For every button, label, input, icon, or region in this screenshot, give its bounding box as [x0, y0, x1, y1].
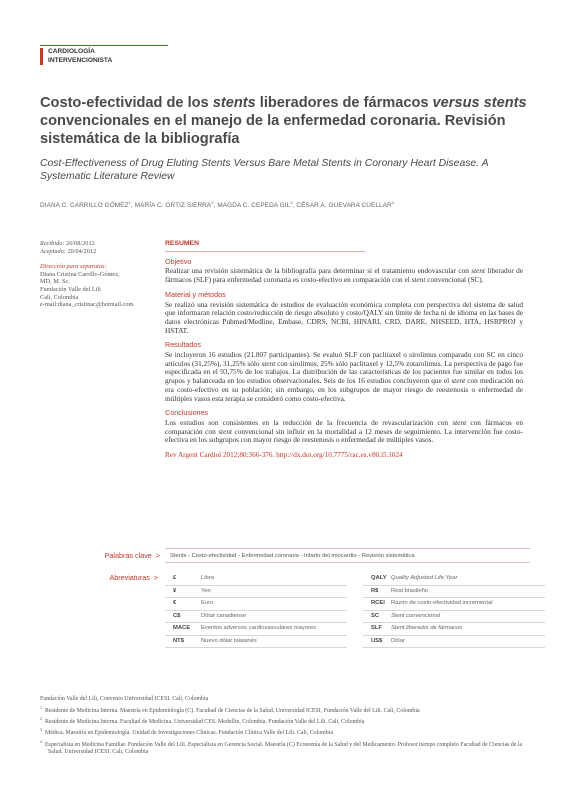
- abbreviation: NT$: [173, 637, 184, 644]
- abbreviation: RCEI: [371, 600, 385, 606]
- material-heading: Material y métodos: [165, 289, 226, 299]
- text-run-italic: stent: [451, 376, 466, 386]
- abbreviation-definition: Libra: [201, 575, 214, 582]
- title-italic-1: stents: [212, 95, 256, 111]
- text-run-italic: stent: [261, 358, 276, 368]
- text-run: con sirolimus, 25% sólo paclitaxel y 12,5% zotarolimus. La perspectiva de pago fue especificada en el 93,75% de los trabajos. La distribución de las características de los pacientes fue similar en todos los grupos y balanceada en los estudios observacionales. Seis de los 16 estudios concluyeron que el: [165, 358, 524, 386]
- title-part-2: liberadores de fármacos: [255, 95, 433, 111]
- abbreviation-definition: Razón de costo-efectividad incremental: [391, 600, 493, 607]
- objetivo-text: [165, 267, 523, 284]
- abbreviation-row: [363, 598, 545, 611]
- abbreviation-row: [165, 623, 347, 636]
- correspondence-line: Cali, Colombia: [40, 293, 79, 301]
- abbreviation-row: [165, 636, 347, 649]
- footnote-mark: 2: [40, 715, 42, 721]
- abbreviation: C$: [173, 612, 181, 619]
- keywords-list: Stents - Costo-efectividad - Enfermedad coronaria - Infarto del miocardio - Revisión sistemática: [170, 553, 415, 559]
- footnote-mark: 3: [40, 727, 42, 733]
- abbreviation-row: [363, 586, 545, 599]
- abbreviation-definition: Quality Adjusted Life Year: [391, 575, 458, 582]
- abbreviation: ¥: [173, 587, 177, 594]
- footnote-text: Médica. Maestría en Epidemiología. Unidad de Investigaciones Clínicas. Fundación Clínica Valle del Lili. Cali, Colombia: [44, 730, 333, 737]
- keywords-label-text: Palabras clave: [104, 551, 152, 560]
- text-run: Se incluyeron 16 estudios (21.807 participantes). Se evaluó SLF con paclitaxel o sirolimus comparado con SC en cinco artículos (31,25%), 31,25% sólo: [165, 350, 523, 368]
- abbreviations-column-left: [165, 573, 347, 648]
- abbreviation-row: [165, 573, 347, 586]
- title-part-3: convencionales en el manejo de la enfermedad coronaria. Revisión sistemática de la bibliografía: [40, 113, 506, 147]
- divider: [165, 562, 530, 563]
- article-title: [40, 94, 540, 148]
- abbreviation: £: [173, 575, 177, 581]
- conclusiones-heading: Conclusiones: [165, 408, 209, 418]
- abbreviation-definition: Dólar canadiense: [201, 612, 247, 619]
- correspondence-line: Diana Cristina Carrillo-Gómez,: [40, 270, 120, 278]
- author-name: DIANA C. CARRILLO GÓMEZ: [40, 202, 129, 210]
- abbreviation: US$: [371, 637, 383, 644]
- author-affiliation-mark: 4: [391, 200, 395, 205]
- abbreviation: R$: [371, 587, 379, 594]
- abbreviations-label-text: Abreviaturas: [109, 573, 150, 582]
- abbreviation-definition: Stent liberador de fármacos: [391, 625, 463, 632]
- title-part-1: Costo-efectividad de los: [40, 95, 213, 111]
- abbreviation-definition: Real brasileño: [391, 587, 429, 594]
- abbreviation-definition: Nuevo dólar taiwanés: [201, 637, 257, 644]
- chevron-right-icon: >: [153, 573, 158, 582]
- keywords-label: [105, 551, 160, 560]
- abbreviations-label: [40, 573, 158, 582]
- abbreviation: €: [173, 600, 177, 606]
- section-tag-line-2: INTERVENCIONISTA: [48, 56, 113, 64]
- correspondence-label: Dirección para separatas:: [40, 263, 107, 271]
- abstract: [165, 240, 523, 460]
- affiliation-footnotes: [40, 696, 530, 757]
- text-run: Realizar una revisión sistemática de la bibliografía para determinar si el tratamiento endovascular con: [165, 266, 472, 276]
- footnote: [40, 726, 530, 737]
- abbreviation: MACE: [173, 625, 191, 631]
- objetivo-heading: Objetivo: [165, 256, 192, 266]
- footnote: [40, 704, 530, 715]
- abbreviation: SLF: [371, 625, 382, 631]
- abbreviation-definition: Stent convencional: [391, 612, 440, 619]
- received-label: Recibido:: [40, 240, 65, 247]
- section-tag-line-1: CARDIOLOGÍA: [48, 48, 95, 55]
- abbreviation-definition: Yen: [201, 587, 211, 594]
- section-tag: [40, 48, 168, 65]
- abbreviations-table: [165, 573, 530, 649]
- author-name: MARÍA C. ORTIZ SIERRA: [134, 202, 212, 210]
- text-run: convencional (SC).: [425, 275, 484, 285]
- text-run: convencional sin influir en la mortalidad a 12 meses de seguimiento. La intervención fue costo-efectiva en los subgrupos con mayor riesgo de reestenosis o enfermedad de múltiples vasos.: [165, 426, 523, 445]
- abbreviation-row: [363, 623, 545, 636]
- accepted-date: [40, 248, 152, 256]
- abbreviation-row: [363, 573, 545, 586]
- abbreviation-row: [165, 598, 347, 611]
- abbreviation-definition: Dólar: [391, 637, 405, 644]
- author-name: MAGDA C. CEPEDA GIL: [217, 202, 291, 210]
- abbreviation: SC: [371, 612, 380, 619]
- footnote: [40, 715, 530, 726]
- footnote-text: Residente de Medicina Interna. Facultad de Medicina. Universidad CES. Medellín, Colombia. Fundación Valle del Lili. Cali, Colombia: [44, 718, 365, 725]
- received-value: 26/08/2012: [66, 240, 95, 247]
- footnotes-head: Fundación Valle del Lili, Convenio Universidad ICESI. Cali, Colombia: [40, 696, 209, 702]
- abbreviation-row: [165, 586, 347, 599]
- author-name: CÉSAR A. GUEVARA CUELLAR: [296, 202, 392, 210]
- footnote-mark: 4: [40, 738, 42, 744]
- abbreviation-definition: Euro: [201, 600, 214, 607]
- text-run: Los estudios son consistentes en la reducción de la frecuencia de revascularización con: [165, 417, 453, 427]
- keywords-row: [40, 551, 540, 563]
- abbreviation-row: [363, 611, 545, 624]
- citation-doi-link[interactable]: Rev Argent Cardiol 2012;80:366-376. http://dx.doi.org/10.7775/rac.es.v80.i5.1024: [165, 451, 403, 460]
- abbreviation-definition: Eventos adversos cardiovasculares mayores: [201, 625, 317, 632]
- footnote: [40, 738, 530, 757]
- conclusiones-text: [165, 419, 523, 445]
- resultados-heading: Resultados: [165, 340, 201, 350]
- abstract-heading: RESUMEN: [165, 240, 365, 252]
- accepted-value: 20/04/2012: [67, 247, 97, 255]
- text-run-italic: stent: [452, 417, 467, 427]
- author-affiliation-mark: 3: [290, 200, 293, 205]
- abbreviation: QALY: [371, 575, 387, 581]
- received-date: [40, 240, 152, 248]
- text-run: liberador de fármacos (SLF) para enfermedad coronaria es costo-efectivo en comparación con el: [165, 266, 523, 285]
- text-run: con fármacos en comparación con: [165, 417, 523, 436]
- article-sidebar: [40, 240, 152, 309]
- text-run-italic: stent: [471, 266, 486, 276]
- author-affiliation-mark: 1: [128, 200, 131, 205]
- author-affiliation-mark: 2: [211, 200, 214, 205]
- resultados-text: [165, 351, 523, 403]
- correspondence-line: Fundación Valle del Lili: [40, 285, 101, 293]
- footnote-text: Residente de Medicina Interna. Maestría en Epidemiología (C). Facultad de Ciencias de la Salud. Universidad ICESI, Fundación Valle del Lili. Cali, Colombia: [44, 707, 420, 714]
- text-run: con medicación no era costo-efectivo en su población; sin embargo, en los subgrupos de mayor riesgo de reestenosis o enfermedad de múltiples vasos esta terapia se consideró como costo-efectiva.: [165, 376, 524, 403]
- accepted-label: Aceptado:: [40, 247, 66, 255]
- material-text: Se realizó una revisión sistemática de estudios de evaluación económica completa con perspectiva del sistema de salud que informaran relación costo/reducción de riesgo absoluto y costo/QALY sin límite de fecha ni de idioma en las bases de datos electrónicas Pubmed/Medline, Embase, CDRS, NCBI, HINARI, CRD, DARE, NHSEED, HTA, HSRPROJ y HSTAT.: [165, 299, 523, 335]
- text-run-italic: stent: [411, 275, 426, 285]
- correspondence-line: MD, M. Sc.: [40, 278, 70, 286]
- chevron-right-icon: >: [155, 551, 160, 560]
- title-italic-2: versus stents: [432, 95, 527, 111]
- divider: [165, 548, 530, 549]
- footnote-mark: 1: [40, 704, 42, 710]
- authors-line: DIANA C. CARRILLO GÓMEZ$^1$, MARÍA C. ORTIZ SIERRA$^2$, MAGDA C. CEPEDA GIL$^3$, CÉSAR A. GUEVARA CUELLAR$^4$: [40, 200, 395, 210]
- abbreviations-column-right: [363, 573, 545, 648]
- text-run-italic: stent: [218, 426, 233, 436]
- article-subtitle: Cost-Effectiveness of Drug Eluting Stents Versus Bare Metal Stents in Coronary Heart Disease. A Systematic Literature Review: [40, 158, 489, 182]
- abbreviation-row: [165, 611, 347, 624]
- abbreviation-row: [363, 636, 545, 649]
- footnote-text: Especialista en Medicina Familiar. Fundación Valle del Lili. Especialista en Gerencia Social. Maestría (C) Economía de la Salud y del Medicamento. Profesor tiempo completo Facultad de Ciencias de la Salud. Universidad ICESI. Cali, Colombia: [44, 741, 523, 756]
- correspondence-email: e-mail:diana_cristinac@hotmail.com: [40, 301, 134, 309]
